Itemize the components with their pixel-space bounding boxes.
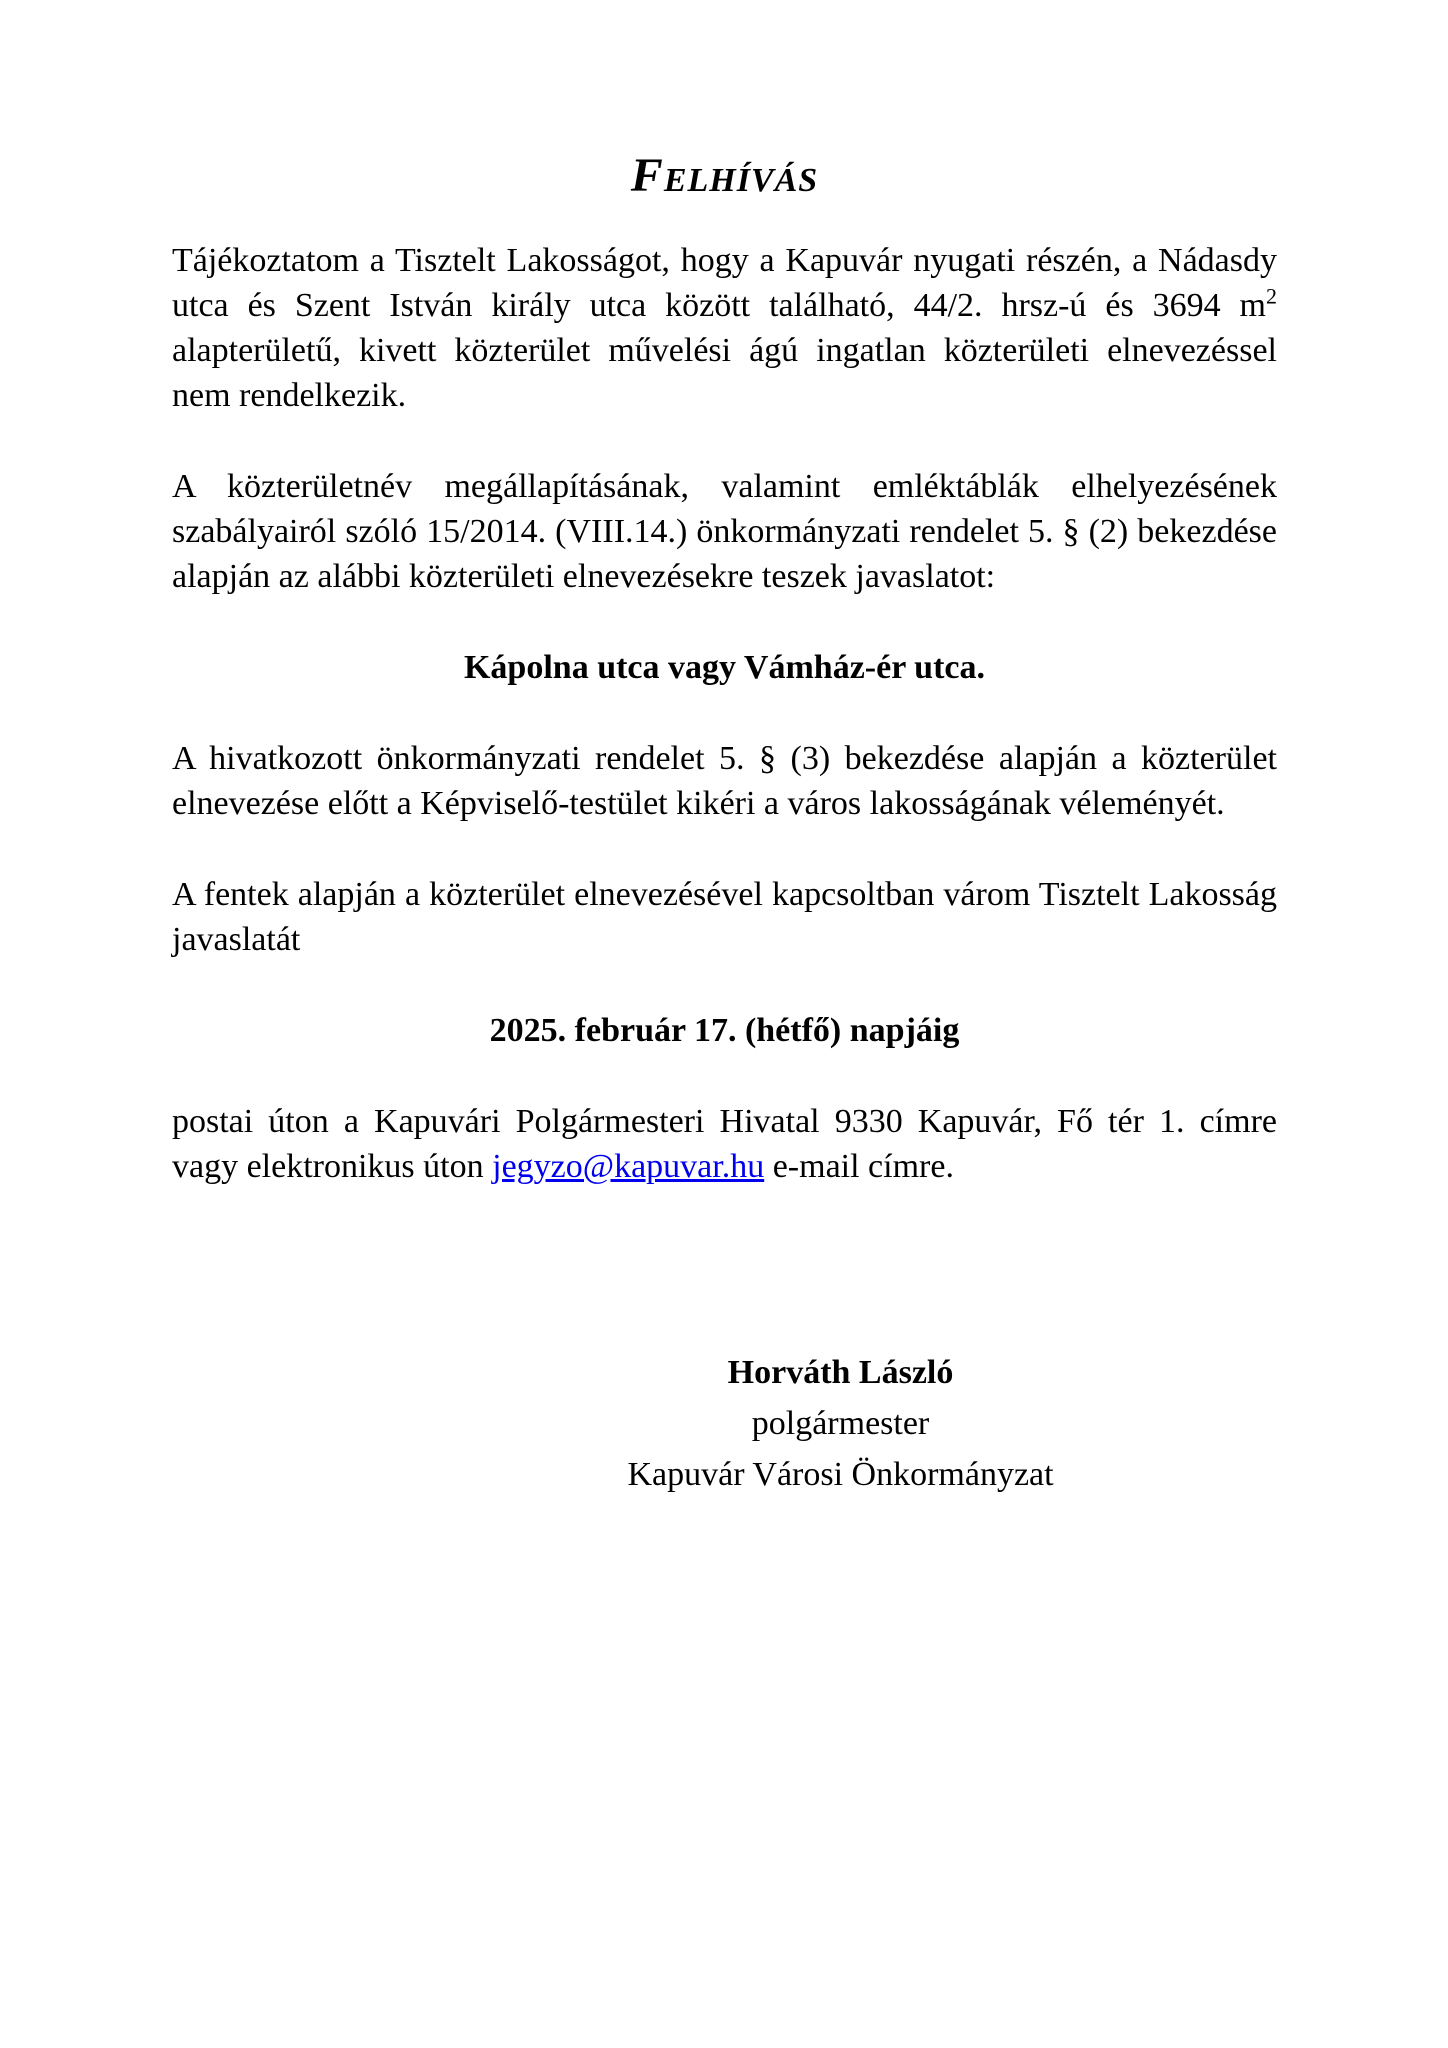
- signatory-role: polgármester: [751, 1405, 930, 1442]
- paragraph-request: A fentek alapján a közterület elnevezésével kapcsoltban várom Tisztelt Lakosság javaslatát: [172, 876, 1277, 958]
- signatory-organization: Kapuvár Városi Önkormányzat: [627, 1456, 1054, 1493]
- paragraph-regulation: A közterületnév megállapításának, valamint emléktáblák elhelyezésének szabályairól szóló 15/2014. (VIII.14.) önkormányzati rendelet 5. § (2) bekezdése alapján az alábbi közterületi elnevezésekre teszek javaslatot:: [172, 468, 1277, 595]
- intro-text-after-superscript: alapterületű, kivett közterület művelési ágú ingatlan közterületi elnevezéssel nem rendelkezik.: [172, 332, 1277, 414]
- paragraph-submission: [172, 1099, 1277, 1189]
- paragraph-consultation: A hivatkozott önkormányzati rendelet 5. § (3) bekezdése alapján a közterület elnevezése előtt a Képviselő-testület kikéri a város lakosságának véleményét.: [172, 740, 1277, 822]
- deadline-date: 2025. február 17. (hétfő) napjáig: [489, 1012, 960, 1049]
- email-link[interactable]: jegyzo@kapuvar.hu: [492, 1148, 765, 1185]
- page-title: Felhívás: [630, 149, 819, 202]
- submission-text-after-link: e-mail címre.: [764, 1148, 954, 1185]
- paragraph-intro: [172, 238, 1277, 418]
- intro-text-before-superscript: Tájékoztatom a Tisztelt Lakosságot, hogy a Kapuvár nyugati részén, a Nádasdy utca és Szent István király utca között található, 44/2. hrsz-ú és 3694 m: [172, 242, 1277, 324]
- submission-text-before-link: postai úton a Kapuvári Polgármesteri Hivatal 9330 Kapuvár, Fő tér 1. címre vagy elektronikus úton: [172, 1103, 1277, 1185]
- signatory-name: Horváth László: [727, 1354, 954, 1391]
- street-name-proposal: Kápolna utca vagy Vámház-ér utca.: [463, 649, 985, 686]
- signature-block: [404, 1347, 1277, 1500]
- square-meter-superscript: 2: [1266, 283, 1277, 309]
